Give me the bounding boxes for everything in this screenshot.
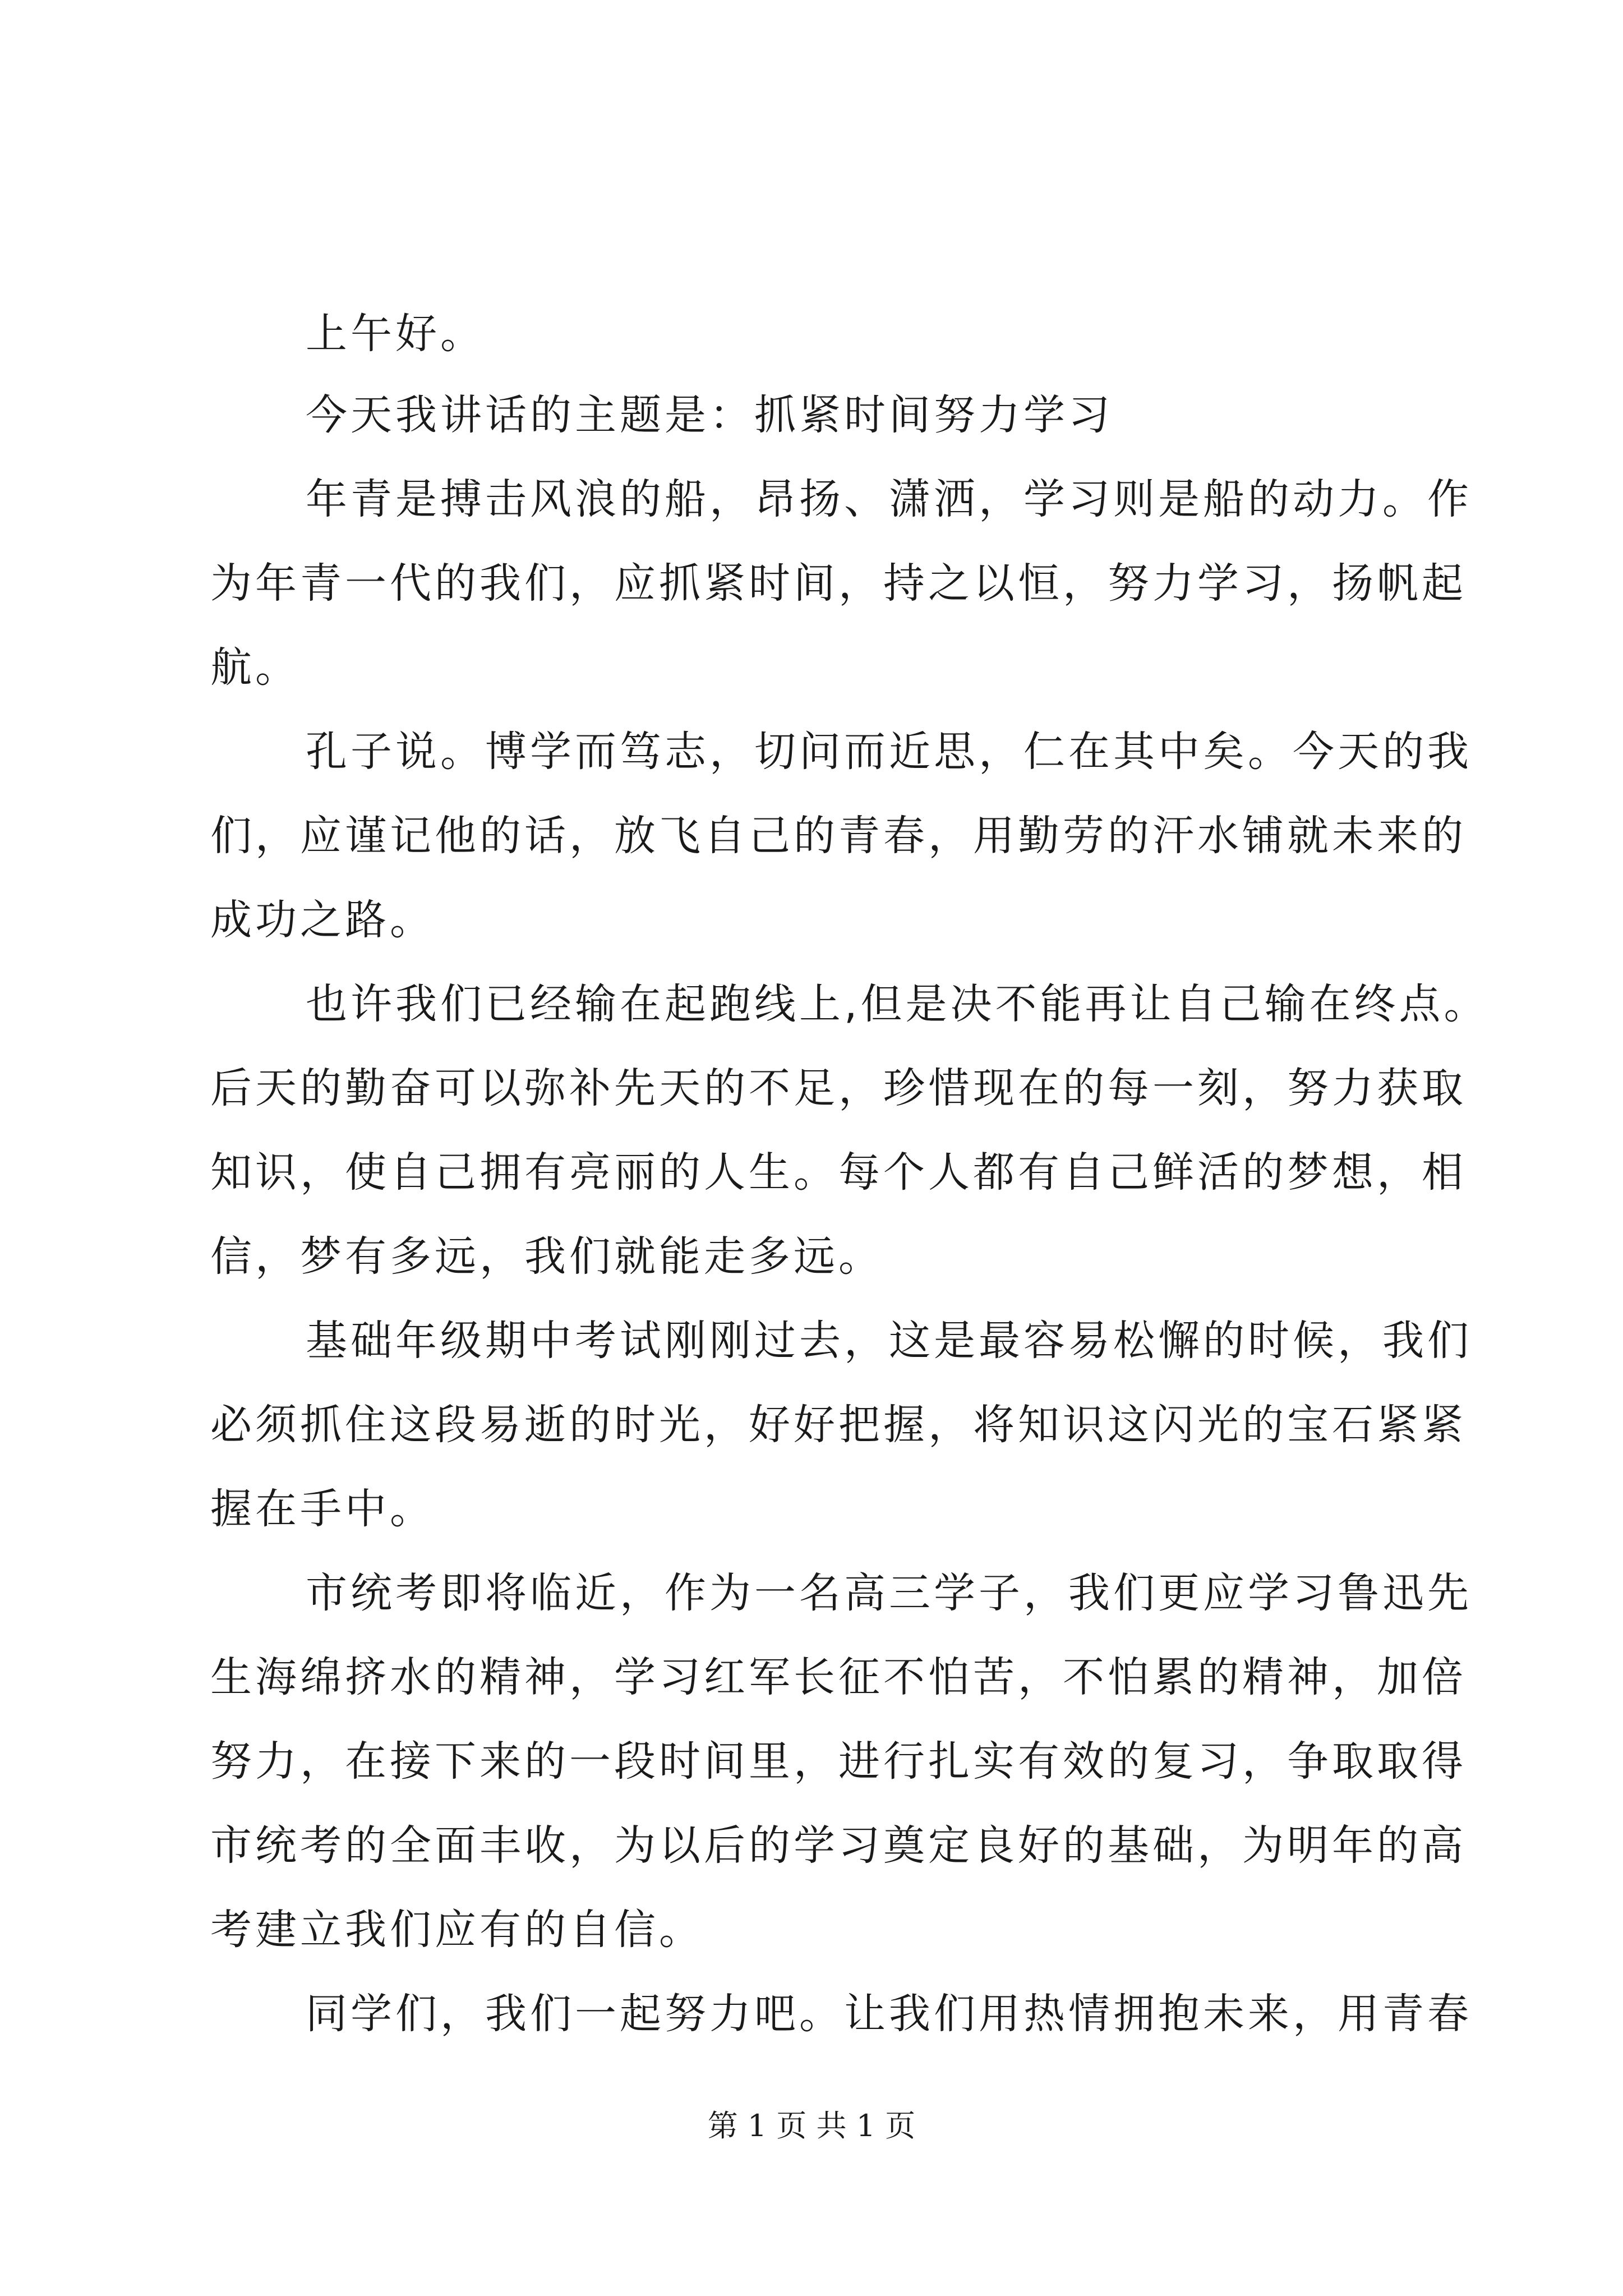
text-line: 们，应谨记他的话，放飞自己的青春，用勤劳的汗水铺就未来的 (210, 812, 1467, 860)
text-line: 后天的勤奋可以弥补先天的不足，珍惜现在的每一刻，努力获取 (210, 1064, 1467, 1112)
text-line: 年青是搏击风浪的船，昂扬、潇洒，学习则是船的动力。作 (306, 475, 1472, 523)
text-line: 同学们，我们一起努力吧。让我们用热情拥抱未来，用青春 (306, 1990, 1472, 2038)
text-line: 成功之路。 (210, 896, 435, 944)
page-footer: 第 1 页 共 1 页 (707, 2108, 916, 2143)
text-line: 为年青一代的我们，应抓紧时间，持之以恒，努力学习，扬帆起 (210, 559, 1467, 608)
text-line: 考建立我们应有的自信。 (210, 1906, 704, 1954)
text-line: 知识，使自己拥有亮丽的人生。每个人都有自己鲜活的梦想，相 (210, 1148, 1467, 1197)
text-line: 信，梦有多远，我们就能走多远。 (210, 1232, 883, 1281)
text-line: 孔子说。博学而笃志，切问而近思，仁在其中矣。今天的我 (306, 728, 1472, 776)
text-line: 市统考即将临近，作为一名高三学子，我们更应学习鲁迅先 (306, 1569, 1472, 1617)
text-line: 生海绵挤水的精神，学习红军长征不怕苦，不怕累的精神，加倍 (210, 1653, 1467, 1701)
text-line: 航。 (210, 643, 300, 692)
text-line: 今天我讲话的主题是：抓紧时间努力学习 (306, 391, 1113, 439)
text-line: 握在手中。 (210, 1485, 435, 1533)
text-line: 也许我们已经输在起跑线上,但是决不能再让自己输在终点。 (306, 980, 1489, 1028)
text-line: 努力，在接下来的一段时间里，进行扎实有效的复习，争取取得 (210, 1737, 1467, 1786)
text-line: 基础年级期中考试刚刚过去，这是最容易松懈的时候，我们 (306, 1317, 1472, 1365)
text-line: 市统考的全面丰收，为以后的学习奠定良好的基础，为明年的高 (210, 1821, 1467, 1870)
text-line: 必须抓住这段易逝的时光，好好把握，将知识这闪光的宝石紧紧 (210, 1401, 1467, 1449)
text-line: 上午好。 (306, 310, 485, 358)
